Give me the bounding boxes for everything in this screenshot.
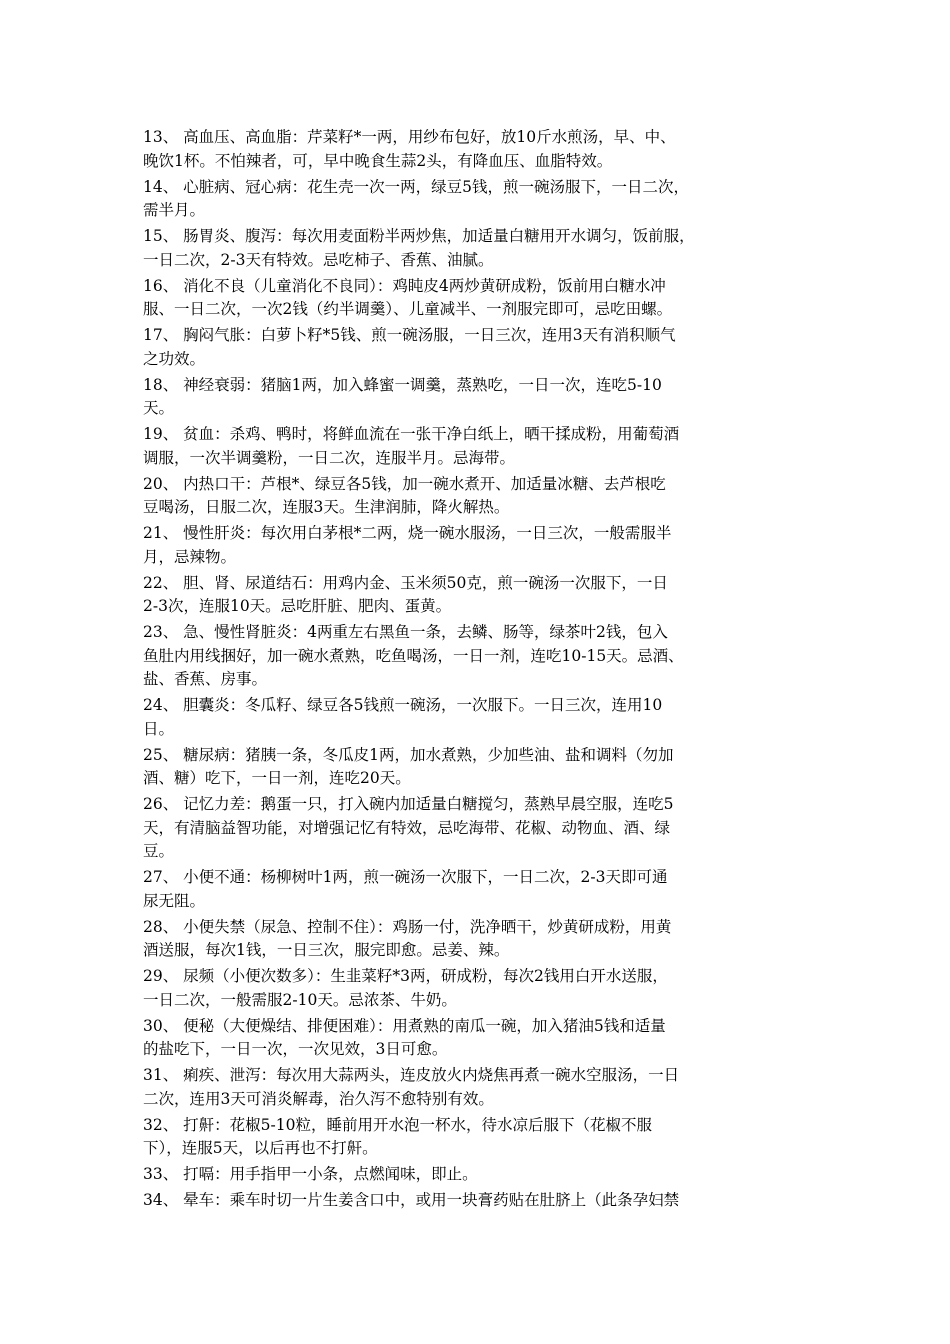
remedy-entry-continuation-line: 一日二次，2-3天有特效。忌吃柿子、香蕉、油腻。 [143, 250, 494, 269]
remedy-entry-continuation-line: 鱼肚内用线捆好，加一碗水煮熟，吃鱼喝汤，一日一剂，连吃10-15天。忌酒、 [143, 646, 684, 665]
remedy-entry-continuation-line: 2-3次，连服10天。忌吃肝脏、肥肉、蛋黄。 [143, 597, 452, 615]
remedy-entry [143, 324, 823, 371]
remedy-entry-continuation-line: 豆喝汤，日服二次，连服3天。生津润肺，降火解热。 [143, 498, 510, 516]
remedy-entry [143, 176, 823, 223]
remedy-entry-first-line: 22、 胆、肾、尿道结石：用鸡内金、玉米须50克，煎一碗汤一次服下，一日 [143, 573, 668, 592]
remedy-entry-first-line: 24、 胆囊炎：冬瓜籽、绿豆各5钱煎一碗汤，一次服下。一日三次，连用10 [143, 696, 663, 714]
remedy-entry-first-line: 32、 打鼾：花椒5-10粒，睡前用开水泡一杯水，待水凉后服下（花椒不服 [143, 1115, 652, 1134]
remedy-entry-continuation-line: 日。 [143, 719, 175, 738]
remedy-entry [143, 1163, 823, 1187]
remedy-entry-first-line: 19、 贫血：杀鸡、鸭时，将鲜血流在一张干净白纸上，晒干揉成粉，用葡萄酒 [143, 425, 680, 443]
remedy-entry [143, 374, 823, 421]
remedy-entry-first-line: 15、 肠胃炎、腹泻：每次用麦面粉半两炒焦，加适量白糖用开水调匀，饭前服， [143, 227, 695, 245]
remedy-entry [143, 473, 823, 520]
remedy-entry-first-line: 31、 痢疾、泄泻：每次用大蒜两头，连皮放火内烧焦再煮一碗水空服汤，一日 [143, 1066, 680, 1084]
remedy-entry-first-line: 28、 小便失禁（尿急、控制不住）：鸡肠一付，洗净晒干，炒黄研成粉，用黄 [143, 917, 672, 936]
remedy-entry-continuation-line: 天，有清脑益智功能，对增强记忆有特效，忌吃海带、花椒、动物血、酒、绿 [143, 818, 671, 837]
remedy-entry-continuation-line: 豆。 [143, 842, 175, 860]
remedy-entry-first-line: 17、 胸闷气胀：白萝卜籽*5钱、煎一碗汤服，一日三次，连用3天有消积顺气 [143, 326, 676, 344]
remedy-entry-first-line: 27、 小便不通：杨柳树叶1两，煎一碗汤一次服下，一日二次，2-3天即可通 [143, 868, 668, 886]
remedy-entry-continuation-line: 下），连服5天，以后再也不打鼾。 [143, 1139, 378, 1157]
remedy-entry-continuation-line: 调服，一次半调羹粉，一日二次，连服半月。忌海带。 [143, 448, 516, 467]
remedy-entry-first-line: 33、 打嗝：用手指甲一小条，点燃闻味，即止。 [143, 1165, 478, 1183]
remedy-entry-continuation-line: 盐、香蕉、房事。 [143, 670, 268, 688]
remedy-entry [143, 572, 823, 619]
remedy-entry-continuation-line: 月，忌辣物。 [143, 547, 237, 566]
remedy-entry-continuation-line: 的盐吃下，一日一次，一次见效，3日可愈。 [143, 1040, 448, 1058]
remedy-entry-continuation-line: 晚饮1杯。不怕辣者，可，早中晚食生蒜2头，有降血压、血脂特效。 [143, 151, 613, 170]
remedy-entry [143, 744, 823, 791]
remedy-entry-continuation-line: 酒、糖）吃下，一日一剂，连吃20天。 [143, 769, 411, 787]
remedy-entry [143, 1015, 823, 1062]
remedy-entry-first-line: 23、 急、慢性肾脏炎：4两重左右黑鱼一条，去鳞、肠等，绿茶叶2钱，包入 [143, 623, 668, 641]
remedy-entry [143, 1114, 823, 1161]
remedy-entry-first-line: 21、 慢性肝炎：每次用白茅根*二两，烧一碗水服汤，一日三次，一般需服半 [143, 524, 672, 542]
remedy-entry [143, 793, 823, 864]
remedy-entry-first-line: 25、 糖尿病：猪胰一条，冬瓜皮1两，加水煮熟，少加些油、盐和调料（勿加 [143, 745, 674, 764]
remedy-entry-first-line: 14、 心脏病、冠心病：花生壳一次一两，绿豆5钱，煎一碗汤服下，一日二次， [143, 177, 690, 196]
remedy-entry [143, 916, 823, 963]
remedy-entry [143, 423, 823, 470]
remedy-entry-first-line: 29、 尿频（小便次数多）：生韭菜籽*3两，研成粉，每次2钱用白开水送服， [143, 967, 668, 985]
remedy-entry [143, 1189, 823, 1213]
remedy-entry-continuation-line: 需半月。 [143, 201, 206, 219]
remedy-entry [143, 965, 823, 1012]
remedy-entry-continuation-line: 之功效。 [143, 349, 206, 368]
remedy-entry [143, 694, 823, 741]
remedy-entry-first-line: 20、 内热口干：芦根*、绿豆各5钱，加一碗水煮开、加适量冰糖、去芦根吃 [143, 474, 666, 493]
remedy-entry-continuation-line: 尿无阻。 [143, 891, 206, 910]
remedy-entry-first-line: 30、 便秘（大便燥结、排便困难）：用煮熟的南瓜一碗，加入猪油5钱和适量 [143, 1016, 666, 1035]
remedy-entry-first-line: 18、 神经衰弱：猪脑1两，加入蜂蜜一调羹，蒸熟吃，一日一次，连吃5-10 [143, 375, 662, 394]
remedy-entry [143, 275, 823, 322]
remedy-entry-first-line: 16、 消化不良（儿童消化不良同）：鸡盹皮4两炒黄研成粉，饭前用白糖水冲 [143, 276, 666, 295]
remedy-entry-continuation-line: 一日二次，一般需服2-10天。忌浓茶、牛奶。 [143, 990, 457, 1009]
remedy-entry [143, 621, 823, 692]
remedy-entry-continuation-line: 天。 [143, 399, 175, 417]
remedy-entry-continuation-line: 二次，连用3天可消炎解毒，治久泻不愈特别有效。 [143, 1089, 494, 1108]
remedy-entry [143, 126, 823, 173]
remedy-entry-first-line: 34、 晕车：乘车时切一片生姜含口中，或用一块膏药贴在肚脐上（此条孕妇禁 [143, 1191, 680, 1209]
remedy-entry-first-line: 26、 记忆力差：鹅蛋一只，打入碗内加适量白糖搅匀，蒸熟早晨空服，连吃5 [143, 795, 674, 813]
remedy-list [143, 126, 823, 1215]
remedy-entry-continuation-line: 酒送服，每次1钱，一日三次，服完即愈。忌姜、辣。 [143, 941, 510, 959]
remedy-entry [143, 522, 823, 569]
remedy-entry [143, 225, 823, 272]
remedy-entry [143, 1064, 823, 1111]
remedy-entry-first-line: 13、 高血压、高血脂：芹菜籽*一两，用纱布包好，放10斤水煎汤，早、中、 [143, 128, 676, 146]
remedy-entry-continuation-line: 服、一日二次，一次2钱（约半调羹）、儿童减半、一剂服完即可，忌吃田螺。 [143, 300, 673, 318]
remedy-entry [143, 866, 823, 913]
